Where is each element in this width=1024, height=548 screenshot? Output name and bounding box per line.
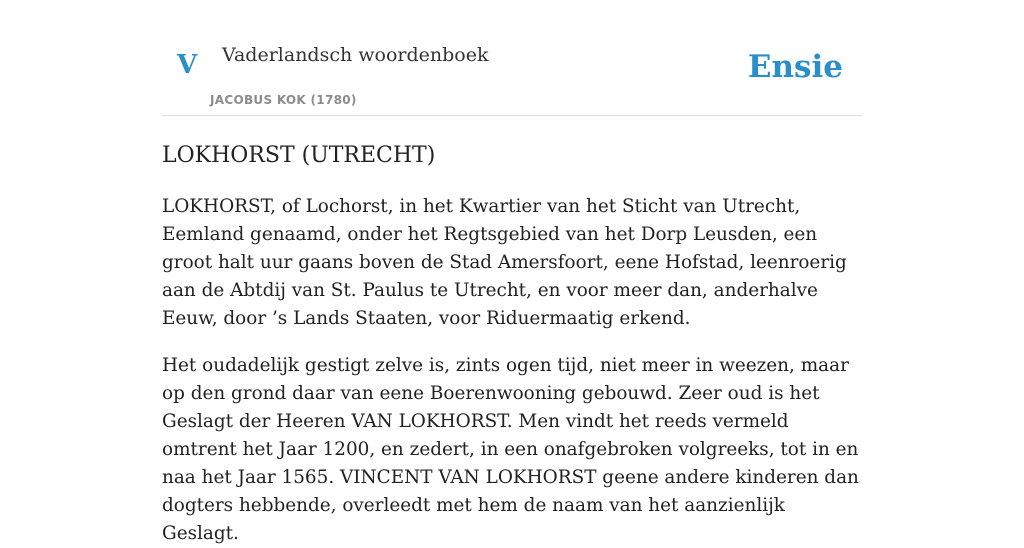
work-logo-letter[interactable]: V	[177, 50, 198, 80]
header	[162, 0, 862, 116]
entry-body	[162, 193, 862, 548]
work-title-link[interactable]: Vaderlandsch woordenboek	[222, 44, 489, 66]
entry-title: LOKHORST (UTRECHT)	[162, 143, 436, 168]
author-label: JACOBUS KOK (1780)	[210, 93, 357, 107]
entry-paragraph: Het oudadelijk gestigt zelve is, zints ogen tijd, niet meer in weezen, maar op den grond daar van eene Boerenwooning gebouwd. Zeer oud is het Geslagt der Heeren VAN LOKHORST. Men vindt het reeds vermeld omtrent het Jaar 1200, en zedert, in een onafgebroken volgreeks, tot in en naa het Jaar 1565. VINCENT VAN LOKHORST geene andere kinderen dan dogters hebbende, overleedt met hem de naam van het aanzienlijk Geslagt.	[162, 355, 859, 544]
entry-paragraph: LOKHORST, of Lochorst, in het Kwartier van het Sticht van Utrecht, Eemland genaamd, onder het Regtsgebied van het Dorp Leusden, een groot halt uur gaans boven de Stad Amersfoort, eene Hofstad, leenroerig aan de Abtdij van St. Paulus te Utrecht, en voor meer dan, anderhalve Eeuw, door ’s Lands Staaten, voor Riduermaatig erkend.	[162, 196, 847, 329]
ensie-logo-link[interactable]: Ensie	[747, 49, 843, 85]
page	[162, 0, 862, 544]
